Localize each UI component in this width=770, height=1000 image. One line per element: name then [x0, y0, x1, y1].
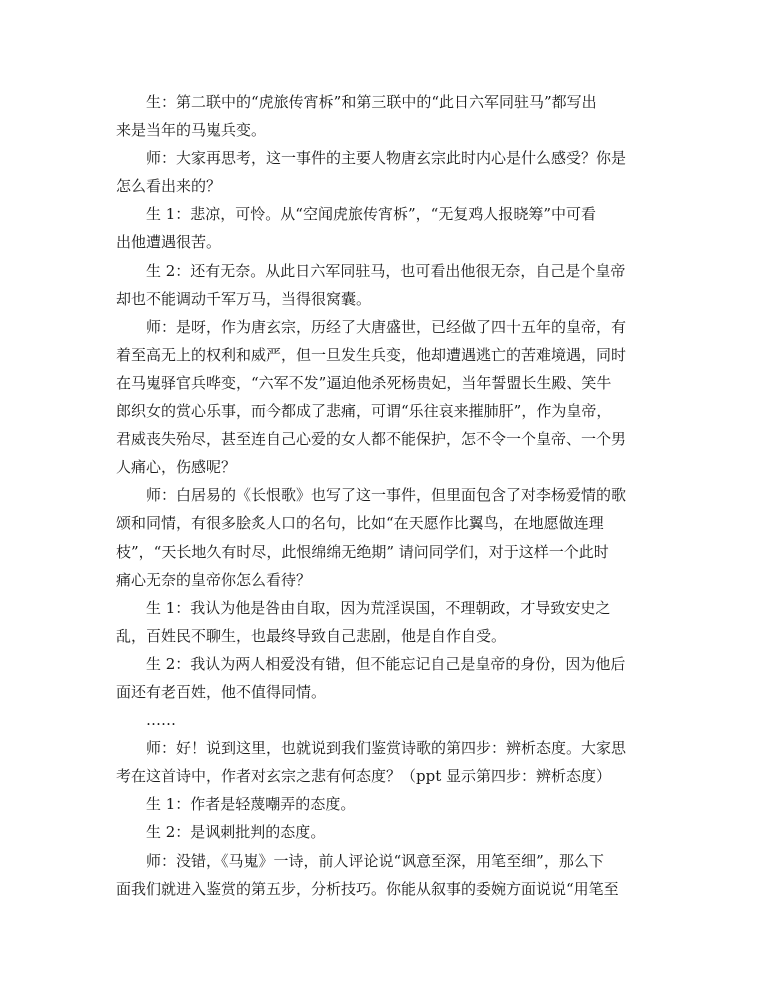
student-line: 生 1：作者是轻蔑嘲弄的态度。	[146, 795, 356, 814]
teacher-line: 师：白居易的《长恨歌》也写了这一事件，但里面包含了对李杨爱情的歌 颂和同情，有很多脍炙人口的名句，比如“在天愿作比翼鸟，在地愿做连理 枝”，“天长地久有时尽，此恨绵绵无绝期” 请问同学们，对于这样一个此时 痛心无奈的皇帝你怎么看待？	[116, 486, 627, 589]
lesson-transcript	[116, 88, 656, 903]
student-line: 生 1：悲凉，可怜。从“空闻虎旅传宵柝”，“无复鸡人报晓筹”中可看 出他遭遇很苦。	[116, 205, 596, 252]
student-line: 生 2：是讽刺批判的态度。	[146, 823, 326, 842]
teacher-line: 师：没错，《马嵬》一诗，前人评论说“讽意至深，用笔至细”，那么下 面我们就进入鉴赏的第五步，分析技巧。你能从叙事的委婉方面说说“用笔至	[116, 851, 619, 898]
teacher-line: 师：是呀，作为唐玄宗，历经了大唐盛世，已经做了四十五年的皇帝，有 着至高无上的权利和威严，但一旦发生兵变，他却遭遇逃亡的苦难境遇，同时 在马嵬驿官兵哗变，“六军不发”逼迫他杀死杨贵妃，当年誓盟长生殿、笑牛 郎织女的赏心乐事，而今都成了悲痛，可谓“乐往哀来摧肺肝”，作为皇帝， 君威丧失殆尽，甚至连自己心爱的女人都不能保护，怎不令一个皇帝、一个男 人痛心，伤感呢？	[116, 317, 627, 477]
ellipsis-line: ……	[146, 711, 176, 730]
student-line: 生 2：我认为两人相爱没有错，但不能忘记自己是皇帝的身份，因为他后 面还有老百姓，他不值得同情。	[116, 654, 626, 701]
teacher-line: 师：大家再思考，这一事件的主要人物唐玄宗此时内心是什么感受？你是 怎么看出来的？	[116, 149, 627, 196]
teacher-line: 师：好！说到这里，也就说到我们鉴赏诗歌的第四步：辨析态度。大家思 考在这首诗中，作者对玄宗之悲有何态度？（ppt 显示第四步：辨析态度）	[116, 739, 627, 786]
student-line: 生：第二联中的“虎旅传宵柝”和第三联中的“此日六军同驻马”都写出 来是当年的马嵬兵变。	[116, 93, 597, 140]
student-line: 生 1：我认为他是咎由自取，因为荒淫误国，不理朝政，才导致安史之 乱，百姓民不聊生，也最终导致自己悲剧，他是自作自受。	[116, 598, 611, 645]
student-line: 生 2：还有无奈。从此日六军同驻马，也可看出他很无奈，自己是个皇帝 却也不能调动千军万马，当得很窝囊。	[116, 261, 626, 308]
